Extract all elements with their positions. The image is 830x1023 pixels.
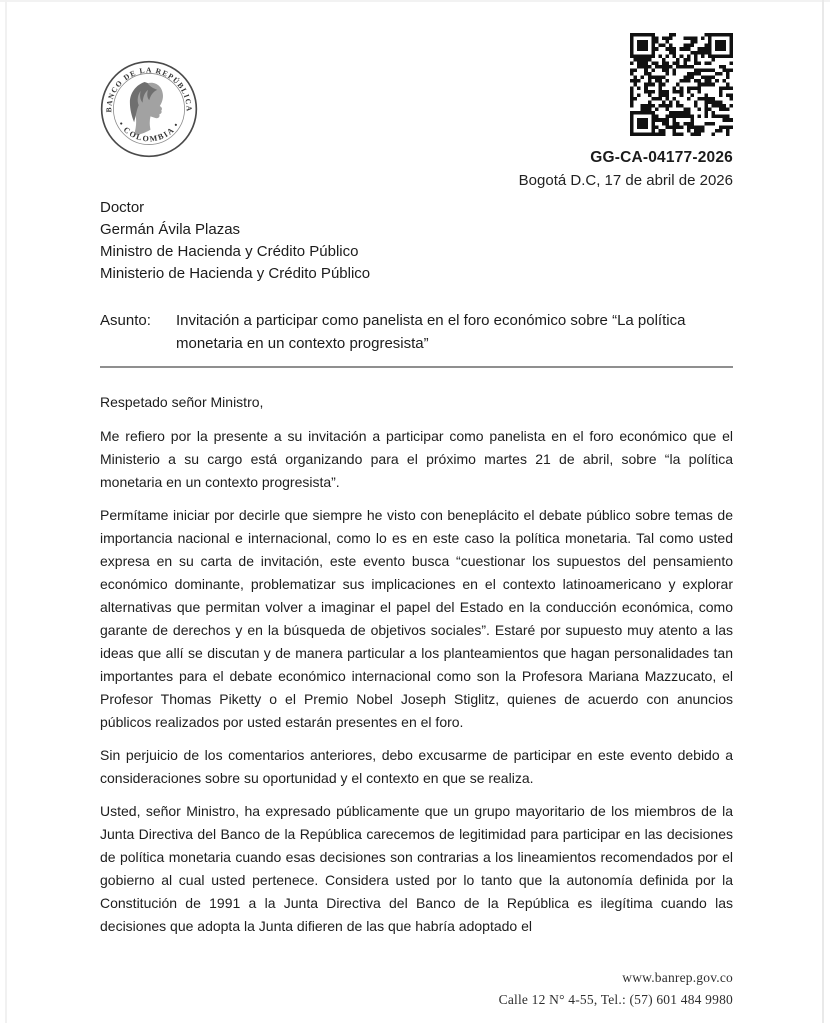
footer-block — [499, 967, 733, 1011]
banrep-seal-icon — [100, 60, 198, 158]
recipient-role: Ministro de Hacienda y Crédito Público — [100, 243, 359, 260]
subject-divider — [100, 366, 733, 368]
paragraph-2: Permítame iniciar por decirle que siempre he visto con beneplácito el debate público sobre temas de importancia nacional e internacional, como lo es en este caso la política monetaria. Tal como usted expresa en su carta de invitación, este evento busca “cuestionar los supuestos del pensamiento económico dominante, problematizar sus implicaciones en el contexto latinoamericano y explorar alternativas que permitan volver a imaginar el papel del Estado en la conducción económica, como garante de derechos y en la búsqueda de objetivos sociales”. Estaré por supuesto muy atento a las ideas que allí se discutan y de manera particular a los planteamientos que hagan personalidades tan importantes para el debate económico internacional como son la Profesora Mariana Mazzucato, el Profesor Thomas Piketty o el Premio Nobel Joseph Stiglitz, quienes de acuerdo con anuncios públicos realizados por usted estarán presentes en el foro. — [100, 507, 733, 730]
subject-label: Asunto: — [100, 312, 151, 329]
recipient-block — [100, 197, 370, 285]
letter-body — [100, 391, 733, 948]
page-edge-right — [822, 0, 824, 1023]
recipient-title: Doctor — [100, 199, 145, 216]
seal-bottom-text: • COLOMBIA • — [116, 120, 182, 144]
footer-address: Calle 12 N° 4-55, Tel.: (57) 601 484 9980 — [498, 992, 733, 1007]
page-edge-left — [5, 0, 7, 1023]
subject-text: Invitación a participar como panelista en el foro económico sobre “La política monetaria en un contexto progresista” — [176, 312, 686, 352]
liberty-profile — [130, 82, 163, 135]
page-edge-top — [0, 0, 830, 2]
date-line: Bogotá D.C, 17 de abril de 2026 — [518, 172, 733, 189]
seal-top-text: BANCO DE LA REPÚBLICA — [104, 65, 194, 113]
paragraph-4: Usted, señor Ministro, ha expresado públicamente que un grupo mayoritario de los miembros de la Junta Directiva del Banco de la República carecemos de legitimidad para participar en las decisiones de política monetaria cuando esas decisiones son contrarias a los lineamientos recomendados por el gobierno al cual usted pertenece. Considera usted por lo tanto que la autonomía definida por la Constitución de 1991 a la Junta Directiva del Banco de la República es ilegítima cuando las decisiones que adopta la Junta difieren de las que habría adoptado el — [100, 803, 733, 934]
subject-block — [100, 309, 733, 368]
header-right-block — [519, 33, 733, 189]
salutation: Respetado señor Ministro, — [100, 394, 264, 410]
recipient-name: Germán Ávila Plazas — [100, 221, 241, 238]
paragraph-1: Me refiero por la presente a su invitación a participar como panelista en el foro económico que el Ministerio a su cargo está organizando para el próximo martes 21 de abril, sobre “la política monetaria en un contexto progresista”. — [100, 428, 733, 490]
footer-website: www.banrep.gov.co — [622, 970, 733, 985]
reference-number: GG-CA-04177-2026 — [590, 149, 733, 166]
recipient-entity: Ministerio de Hacienda y Crédito Público — [100, 265, 371, 282]
paragraph-3: Sin perjuicio de los comentarios anteriores, debo excusarme de participar en este evento debido a consideraciones sobre su oportunidad y el contexto en que se realiza. — [100, 747, 733, 786]
qr-code-icon — [630, 33, 733, 136]
